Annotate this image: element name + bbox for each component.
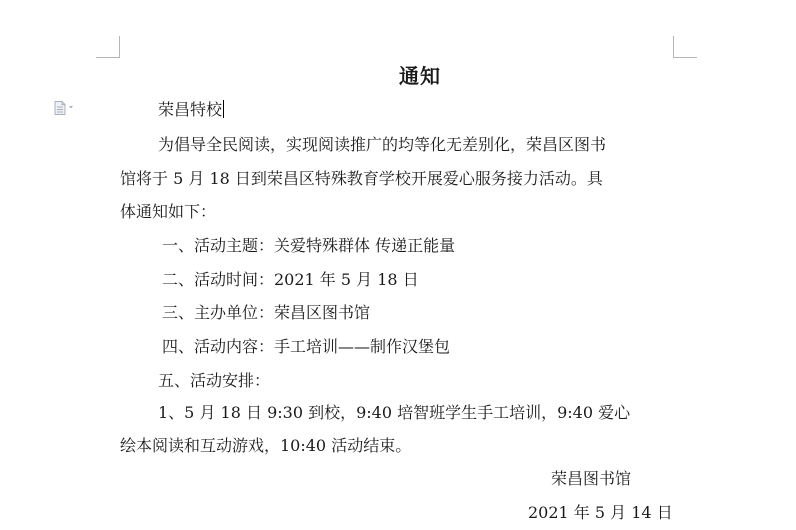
paragraph-line: 体通知如下： [120,202,217,221]
salutation-line[interactable] [158,100,224,120]
list-item: 三、主办单位：荣昌区图书馆 [162,303,371,322]
crop-mark-top-right-horizontal [673,57,697,58]
signature: 荣昌图书馆 [551,469,632,488]
crop-mark-top-right-vertical [673,36,674,58]
text-cursor [223,100,224,118]
schedule-line: 绘本阅读和互动游戏，10:40 活动结束。 [120,436,412,455]
list-item: 四、活动内容：手工培训——制作汉堡包 [162,337,451,356]
crop-mark-top-left-horizontal [96,57,120,58]
list-item: 二、活动时间：2021 年 5 月 18 日 [162,270,419,289]
schedule-line: 1、5 月 18 日 9:30 到校，9:40 培智班学生手工培训，9:40 爱心 [158,403,631,422]
signature-date: 2021 年 5 月 14 日 [528,503,673,522]
document-title: 通知 [399,64,441,88]
salutation: 荣昌特校 [158,100,223,119]
paragraph-line: 为倡导全民阅读，实现阅读推广的均等化无差别化，荣昌区图书 [158,135,607,154]
list-item: 五、活动安排： [158,371,271,390]
crop-mark-top-left-vertical [119,36,120,58]
list-item: 一、活动主题：关爱特殊群体 传递正能量 [162,236,456,255]
paragraph-line: 馆将于 5 月 18 日到荣昌区特殊教育学校开展爱心服务接力活动。具 [120,169,603,188]
document-dropdown-icon[interactable] [54,100,78,114]
